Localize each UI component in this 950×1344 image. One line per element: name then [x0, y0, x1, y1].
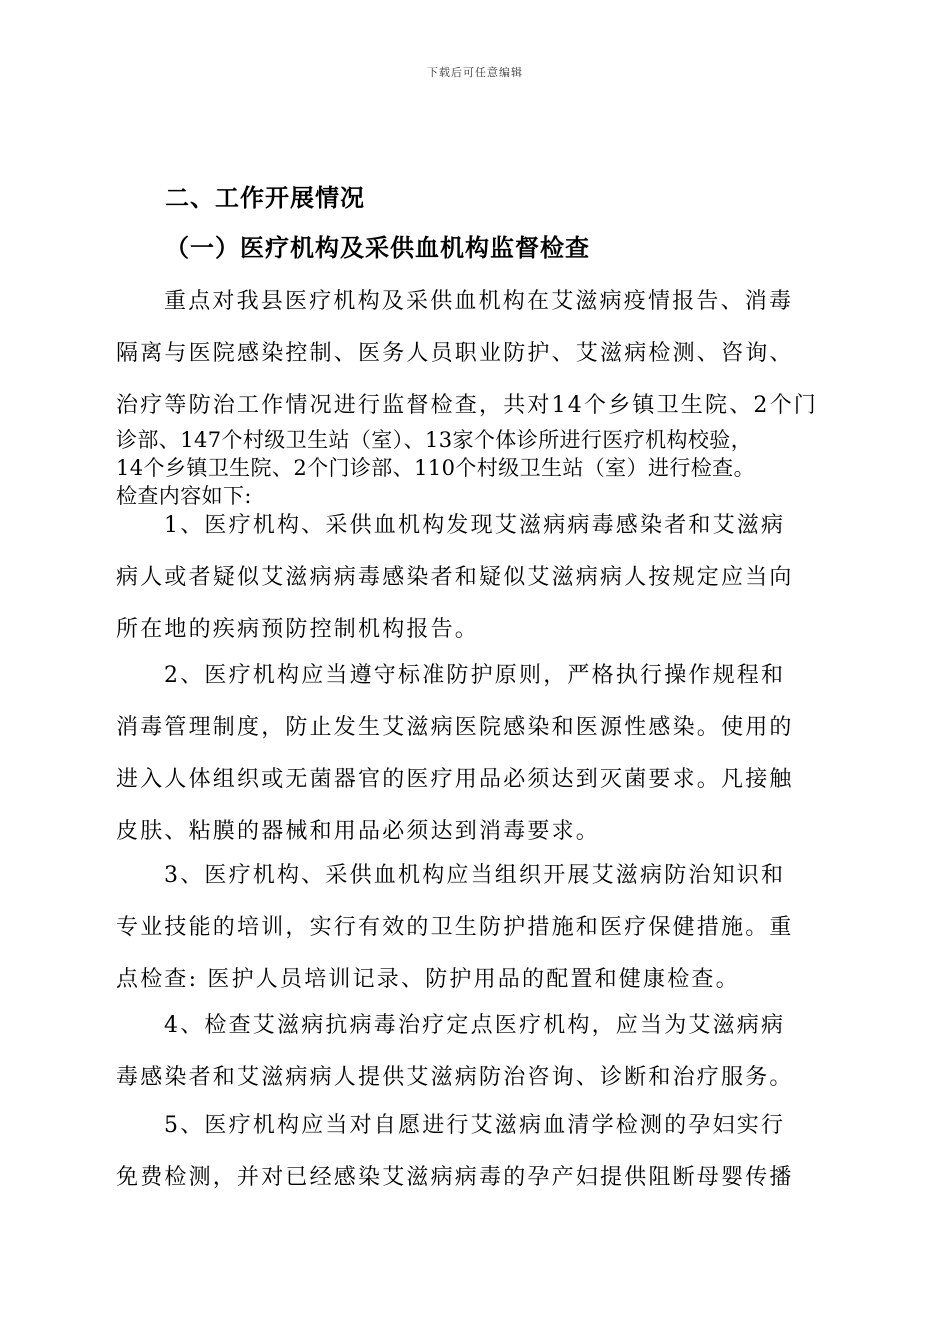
text-line: 重点对我县医疗机构及采供血机构在艾滋病疫情报告、消毒: [164, 289, 794, 314]
text-line: 诊部、147个村级卫生站（室）、13家个体诊所进行医疗机构校验，: [116, 428, 753, 452]
subsection-heading: （一）医疗机构及采供血机构监督检查: [165, 234, 590, 262]
text-line: 2、医疗机构应当遵守标准防护原则，严格执行操作规程和: [164, 663, 786, 688]
text-line: 毒感染者和艾滋病病人提供艾滋病防治咨询、诊断和治疗服务。: [116, 1065, 794, 1090]
text-line: 消毒管理制度，防止发生艾滋病医院感染和医源性感染。使用的: [116, 715, 794, 740]
text-line: 所在地的疾病预防控制机构报告。: [116, 617, 480, 642]
item-2-paragraph: [116, 650, 836, 858]
text-line: 进入人体组织或无菌器官的医疗用品必须达到灭菌要求。凡接触: [116, 767, 794, 792]
text-line: 5、医疗机构应当对自愿进行艾滋病血清学检测的孕妇实行: [164, 1113, 786, 1138]
intro-paragraph-continued: [116, 426, 836, 510]
item-4-paragraph: [116, 1000, 836, 1104]
text-line: 隔离与医院感染控制、医务人员职业防护、艾滋病检测、咨询、: [116, 341, 794, 366]
text-line: 病人或者疑似艾滋病病毒感染者和疑似艾滋病病人按规定应当向: [116, 565, 794, 590]
text-line: 专业技能的培训，实行有效的卫生防护措施和医疗保健措施。重: [116, 915, 794, 940]
section-heading: 二、工作开展情况: [165, 184, 365, 212]
text-line: 14个乡镇卫生院、2个门诊部、110个村级卫生站（室）进行检查。: [116, 456, 755, 480]
item-5-paragraph: [116, 1100, 836, 1204]
item-3-paragraph: [116, 850, 836, 1006]
header-note: 下载后可任意编辑: [427, 66, 523, 79]
text-line: 1、医疗机构、采供血机构发现艾滋病病毒感染者和艾滋病: [164, 513, 786, 538]
text-line: 3、医疗机构、采供血机构应当组织开展艾滋病防治知识和: [164, 863, 786, 888]
text-line: 治疗等防治工作情况进行监督检查，共对14个乡镇卫生院、2个门: [116, 393, 818, 418]
text-line: 皮肤、粘膜的器械和用品必须达到消毒要求。: [116, 819, 601, 844]
text-line: 免费检测，并对已经感染艾滋病病毒的孕产妇提供阻断母婴传播: [116, 1165, 794, 1190]
text-line: 点检查: 医护人员培训记录、防护用品的配置和健康检查。: [116, 967, 740, 992]
text-line: 检查内容如下:: [116, 484, 252, 508]
text-line: 4、检查艾滋病抗病毒治疗定点医疗机构，应当为艾滋病病: [164, 1013, 786, 1038]
intro-paragraph: [116, 276, 836, 432]
item-1-paragraph: [116, 500, 836, 656]
